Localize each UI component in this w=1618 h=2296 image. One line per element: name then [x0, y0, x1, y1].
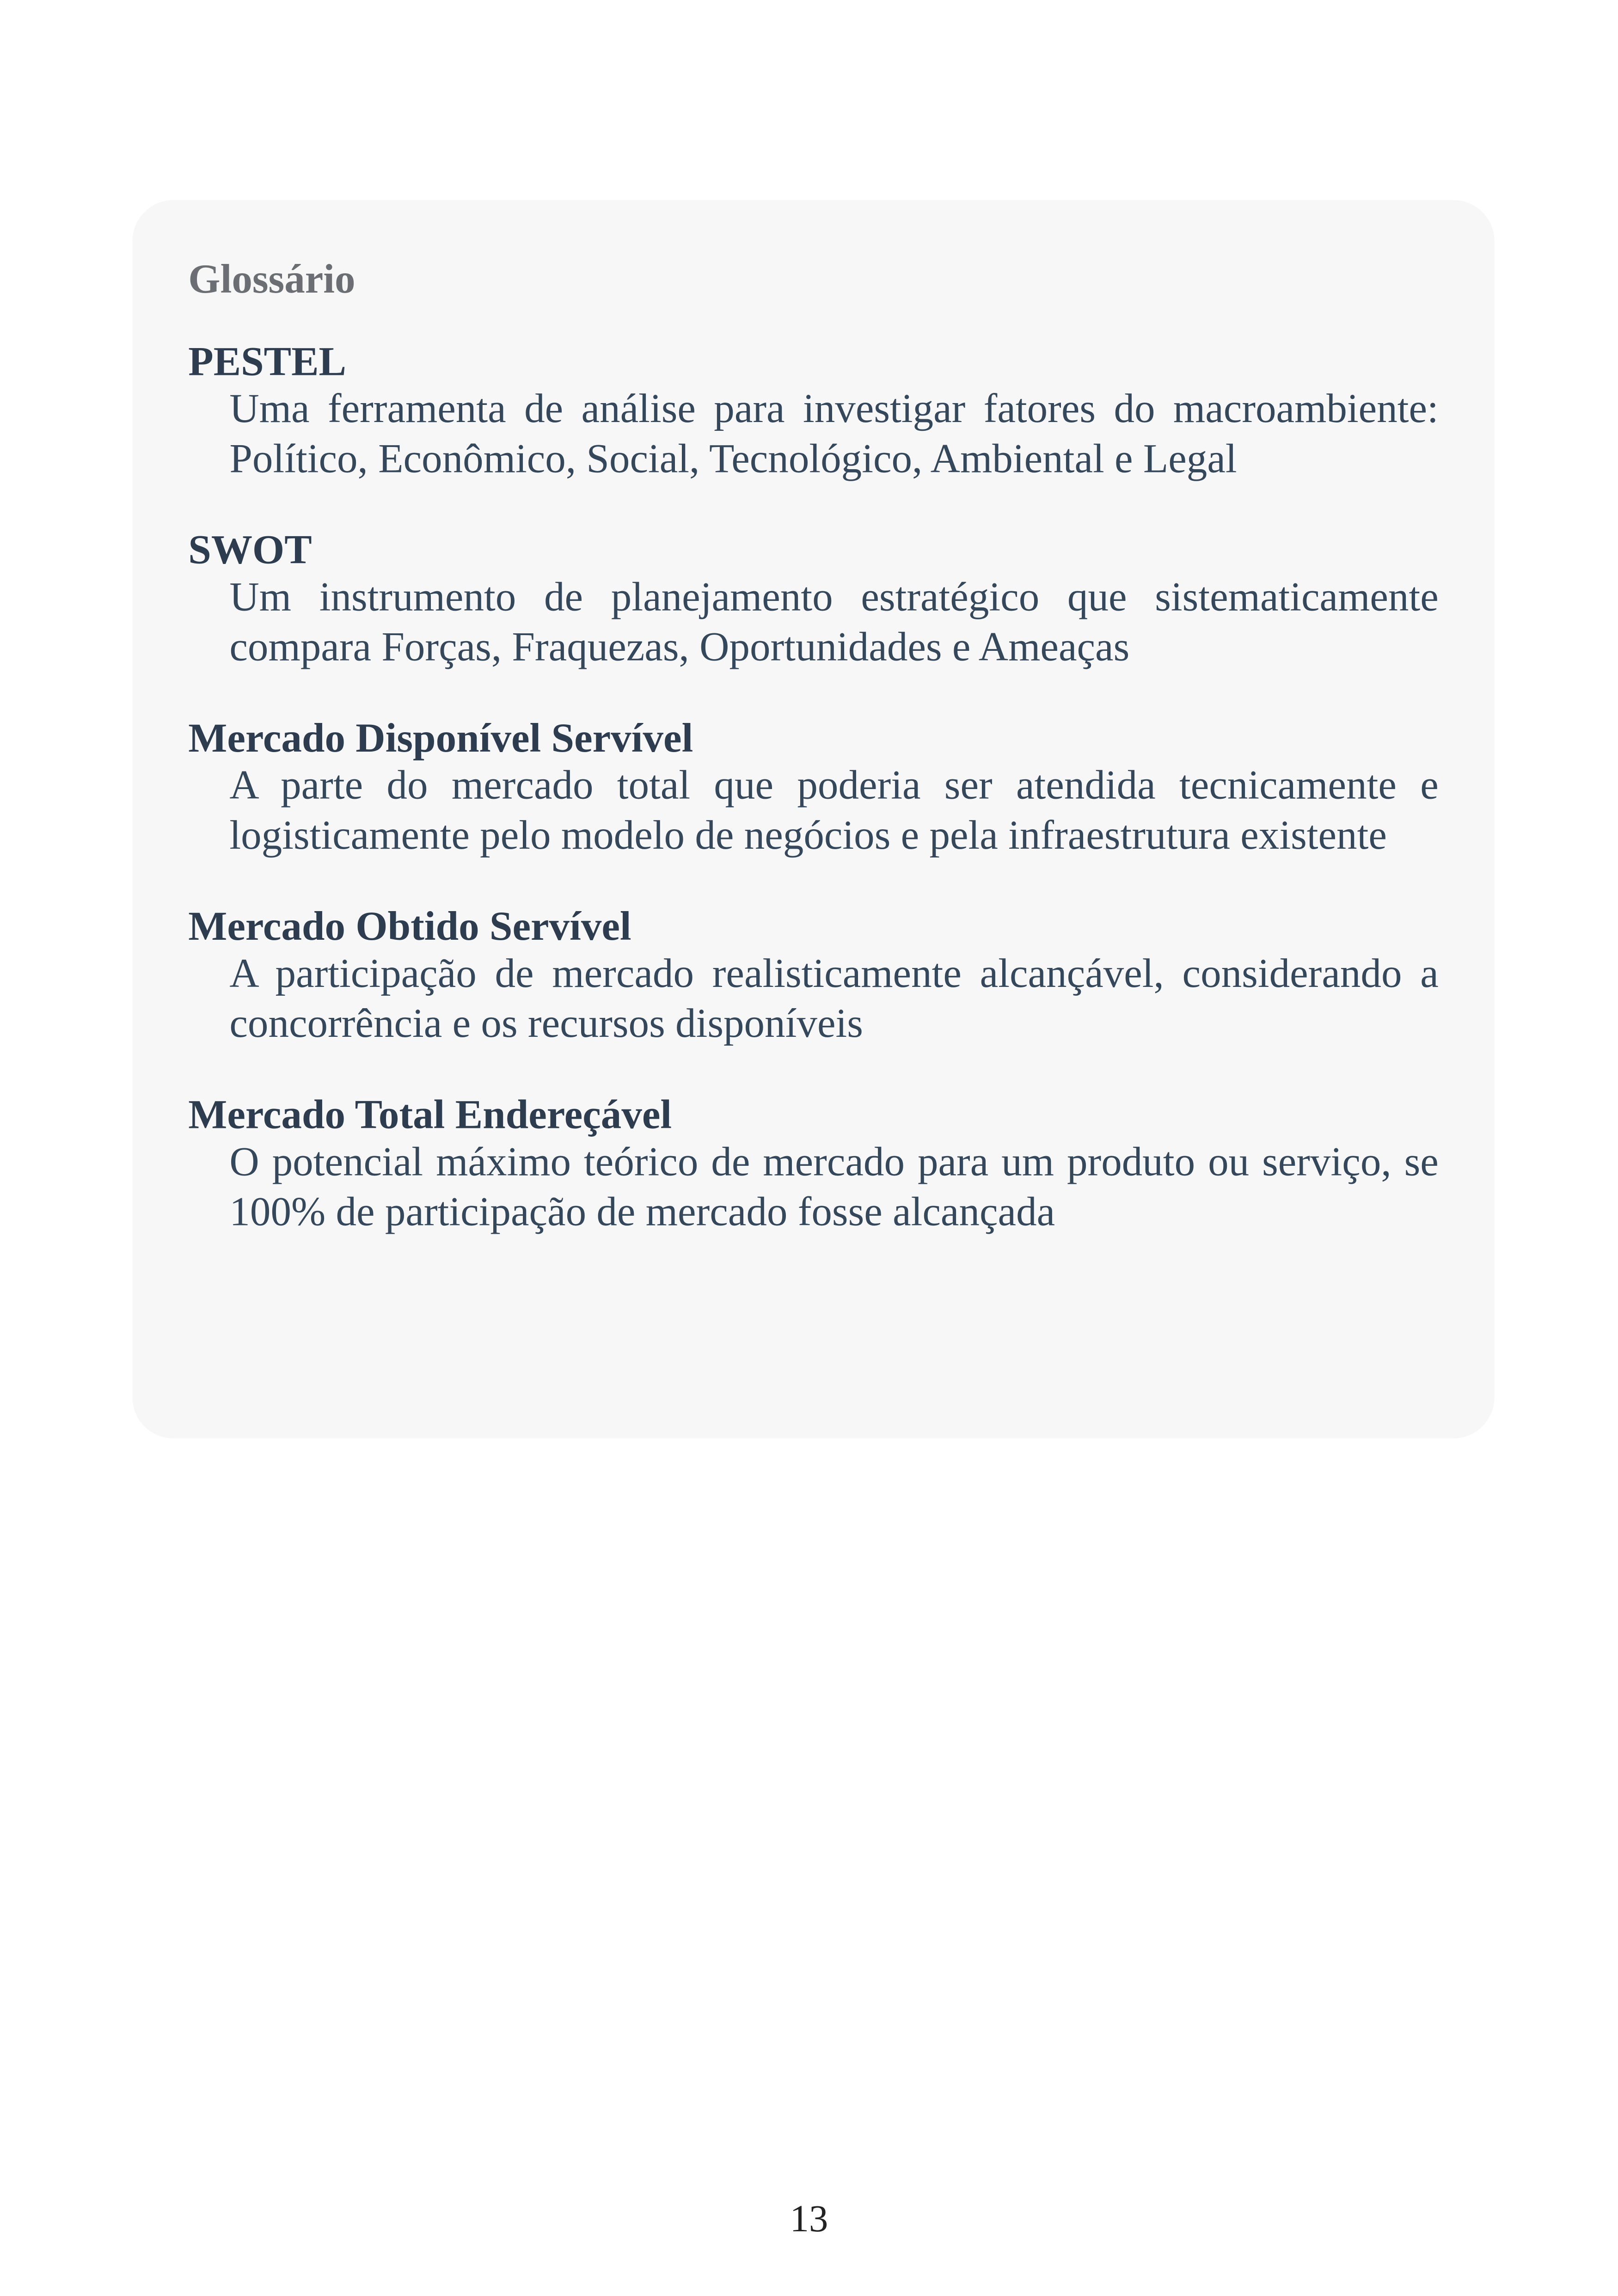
- page-number: 13: [790, 2197, 828, 2240]
- glossary-definition: Um instrumento de planejamento estratégico que sistematicamente compara Forças, Fraquezas, Oportunidades e Ameaças: [229, 575, 1439, 670]
- glossary-definition: O potencial máximo teórico de mercado para um produto ou serviço, se 100% de participação de mercado fosse alcançada: [229, 1139, 1439, 1235]
- glossary-term: PESTEL: [188, 339, 346, 386]
- glossary-term: SWOT: [188, 528, 312, 574]
- glossary-definition: A parte do mercado total que poderia ser atendida tecnicamente e logisticamente pelo modelo de negócios e pela infraestrutura existente: [229, 763, 1439, 858]
- glossary-term: Mercado Disponível Servível: [188, 716, 693, 762]
- glossary-term: Mercado Total Endereçável: [188, 1093, 672, 1139]
- glossary-entry-pestel: [188, 337, 1439, 484]
- glossary-entry-sam: [188, 713, 1439, 860]
- glossary-entry-som: [188, 901, 1439, 1048]
- glossary-definition: A participação de mercado realisticamente alcançável, considerando a concorrência e os recursos disponíveis: [229, 951, 1439, 1047]
- glossary-entry-tam: [188, 1090, 1439, 1237]
- glossary-entry-swot: [188, 525, 1439, 672]
- glossary-box: [132, 200, 1494, 1439]
- glossary-title: Glossário: [188, 257, 355, 303]
- glossary-term: Mercado Obtido Servível: [188, 904, 631, 950]
- glossary-definition: Uma ferramenta de análise para investigar fatores do macroambiente: Político, Econômico, Social, Tecnológico, Ambiental e Legal: [229, 386, 1439, 482]
